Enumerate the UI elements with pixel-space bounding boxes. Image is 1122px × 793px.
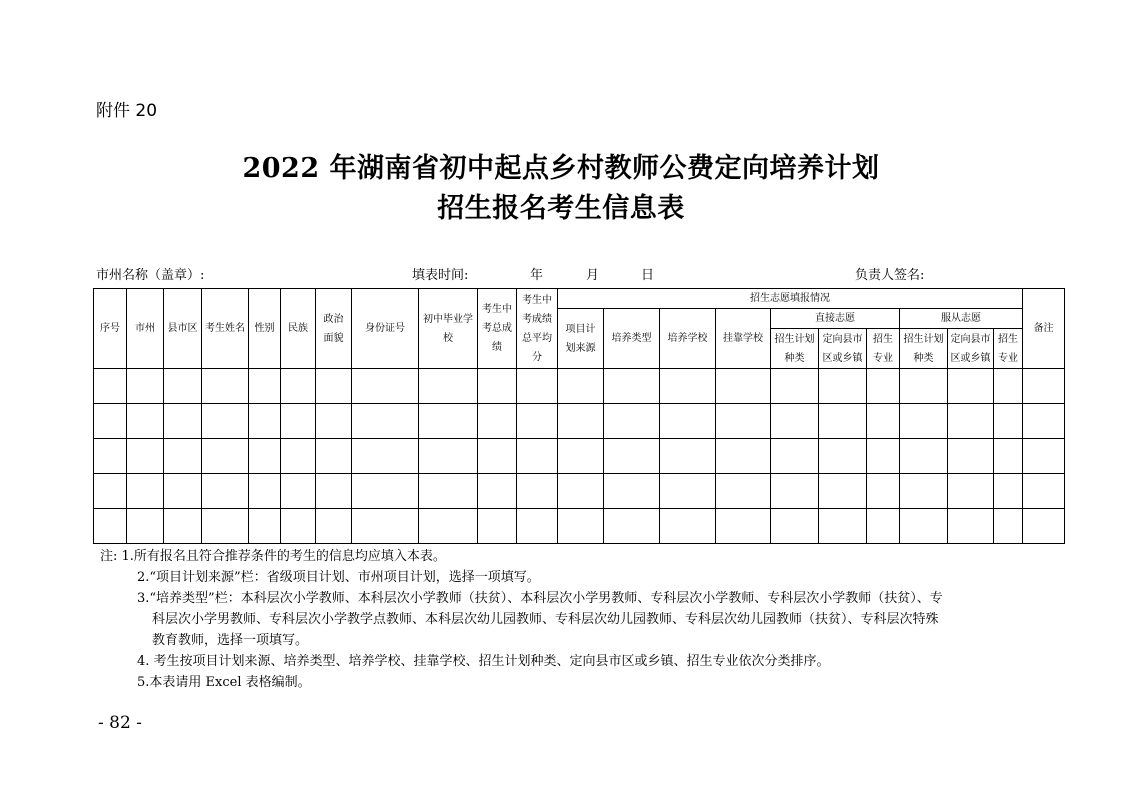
header-obey-volunteer: 服从志愿	[900, 309, 1023, 329]
header-direct-plan-type: 招生计划种类	[771, 329, 819, 369]
table-row	[94, 509, 1065, 544]
attachment-label: 附件 20	[96, 101, 158, 121]
note-3c: 教育教师，选择一项填写。	[152, 633, 309, 648]
header-plan-source: 项目计划来源	[558, 309, 604, 369]
note-3b: 科层次小学男教师、专科层次小学教学点教师、本科层次幼儿园教师、专科层次幼儿园教师、专科层次幼儿园教师（扶贫）、专科层次特殊	[152, 612, 939, 627]
header-seq: 序号	[94, 289, 127, 369]
header-volunteer-group: 招生志愿填报情况	[558, 289, 1023, 309]
header-political: 政治 面貌	[316, 289, 352, 369]
applicant-info-table	[93, 288, 1065, 544]
note-4: 4. 考生按项目计划来源、培养类型、培养学校、挂靠学校、招生计划种类、定向县市区或乡镇、招生专业依次分类排序。	[137, 654, 830, 669]
note-1: 注: 1.所有报名且符合推荐条件的考生的信息均应填入本表。	[100, 549, 446, 564]
notes-section	[100, 546, 1020, 693]
day-label: 日	[641, 268, 655, 283]
header-direct-volunteer: 直接志愿	[771, 309, 900, 329]
header-junior-school: 初中毕业学校	[419, 289, 478, 369]
fill-time-label: 填表时间:	[412, 268, 469, 283]
year-label: 年	[530, 268, 544, 283]
table-row	[94, 474, 1065, 509]
table-row	[94, 369, 1065, 404]
table-row	[94, 404, 1065, 439]
notes-prefix: 注:	[100, 549, 118, 564]
header-gender: 性别	[249, 289, 281, 369]
header-training-school: 培养学校	[660, 309, 716, 369]
table-row	[94, 439, 1065, 474]
header-total-score: 考生中考总成绩	[478, 289, 517, 369]
note-2: 2.“项目计划来源”栏：省级项目计划、市州项目计划，选择一项填写。	[137, 570, 540, 585]
header-training-type: 培养类型	[604, 309, 660, 369]
signer-label: 负责人签名:	[855, 268, 925, 283]
header-direct-major: 招生专业	[867, 329, 900, 369]
header-county: 县市区	[164, 289, 202, 369]
header-average-score: 考生中考成绩总平均分	[517, 289, 558, 369]
header-affiliated-school: 挂靠学校	[716, 309, 771, 369]
header-obey-major: 招生专业	[994, 329, 1023, 369]
document-title-line2: 招生报名考生信息表	[437, 193, 685, 224]
document-title-line1: 2022 年湖南省初中起点乡村教师公费定向培养计划	[242, 153, 880, 184]
note-5: 5.本表请用 Excel 表格编制。	[137, 675, 311, 690]
header-city: 市州	[127, 289, 164, 369]
header-direct-target-town: 定向县市区或乡镇	[819, 329, 867, 369]
page-number: - 82 -	[98, 713, 142, 733]
header-ethnic: 民族	[281, 289, 316, 369]
month-label: 月	[586, 268, 600, 283]
note-3a: 3.“培养类型”栏：本科层次小学教师、本科层次小学教师（扶贫）、本科层次小学男教师、专科层次小学教师、专科层次小学教师（扶贫）、专	[137, 591, 943, 606]
city-name-label: 市州名称（盖章）:	[96, 268, 205, 283]
header-obey-plan-type: 招生计划种类	[900, 329, 948, 369]
header-id-number: 身份证号	[352, 289, 419, 369]
header-remark: 备注	[1023, 289, 1065, 369]
header-obey-target-town: 定向县市区或乡镇	[948, 329, 994, 369]
header-name: 考生姓名	[202, 289, 249, 369]
